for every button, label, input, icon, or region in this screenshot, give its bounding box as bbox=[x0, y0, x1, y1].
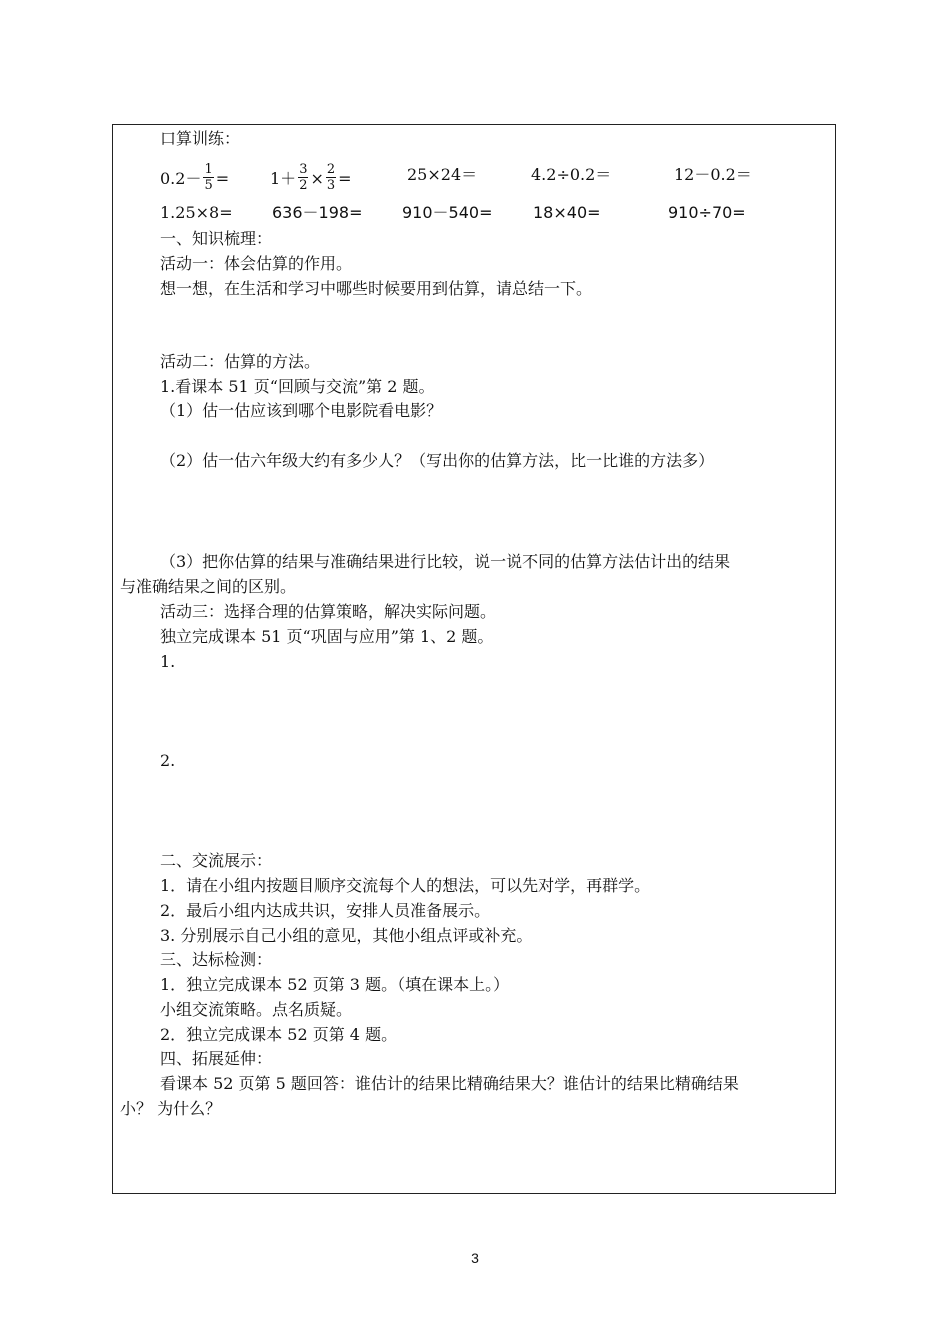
activity-2-question-3a: （3）把你估算的结果与准确结果进行比较，说一说不同的估算方法估计出的结果 bbox=[160, 552, 731, 571]
oral-item-2-prefix: 1＋ bbox=[270, 169, 297, 188]
oral-item-1 bbox=[160, 164, 229, 195]
oral-item-3: 25×24＝ bbox=[407, 165, 478, 184]
fraction-denominator: 3 bbox=[326, 178, 336, 193]
fraction bbox=[203, 162, 213, 193]
equals-sign: = bbox=[215, 169, 230, 188]
section-3-title: 三、达标检测： bbox=[160, 950, 273, 969]
oral-item-9: 18×40= bbox=[533, 203, 601, 222]
section-2-item-3: 3. 分别展示自己小组的意见，其他小组点评或补充。 bbox=[160, 926, 533, 945]
fraction bbox=[298, 162, 308, 193]
activity-3: 活动三：选择合理的估算策略，解决实际问题。 bbox=[160, 602, 497, 621]
activity-3-number-1: 1. bbox=[160, 652, 176, 671]
section-4-question-b: 小？ 为什么？ bbox=[120, 1099, 222, 1118]
page-number: 3 bbox=[471, 1250, 479, 1266]
activity-2-item-1: 1.看课本 51 页“回顾与交流”第 2 题。 bbox=[160, 377, 435, 396]
section-3-item-1-note: 小组交流策略。点名质疑。 bbox=[160, 1000, 353, 1019]
fraction-denominator: 2 bbox=[299, 178, 308, 193]
activity-2-question-3b: 与准确结果之间的区别。 bbox=[120, 577, 297, 596]
oral-item-10: 910÷70= bbox=[668, 203, 746, 222]
oral-item-4: 4.2÷0.2＝ bbox=[531, 165, 612, 184]
activity-2-question-1: （1）估一估应该到哪个电影院看电影？ bbox=[160, 401, 443, 420]
section-2-title: 二、交流展示： bbox=[160, 851, 273, 870]
activity-3-number-2: 2. bbox=[160, 751, 176, 770]
fraction-numerator: 3 bbox=[299, 162, 308, 177]
activity-2-question-2: （2）估一估六年级大约有多少人？（写出你的估算方法，比一比谁的方法多） bbox=[160, 451, 715, 470]
fraction bbox=[326, 162, 336, 193]
equals-sign: = bbox=[338, 169, 352, 188]
activity-3-task: 独立完成课本 51 页“巩固与应用”第 1、2 题。 bbox=[160, 627, 494, 646]
fraction-denominator: 5 bbox=[204, 178, 213, 193]
oral-item-1-prefix: 0.2－ bbox=[160, 169, 202, 188]
times-sign: × bbox=[310, 169, 324, 188]
section-2-item-2: 2．最后小组内达成共识，安排人员准备展示。 bbox=[160, 901, 491, 920]
oral-item-8: 910－540= bbox=[402, 203, 493, 222]
section-3-item-1: 1．独立完成课本 52 页第 3 题。（填在课本上。） bbox=[160, 975, 510, 994]
section-2-item-1: 1．请在小组内按题目顺序交流每个人的想法，可以先对学，再群学。 bbox=[160, 876, 651, 895]
activity-2: 活动二：估算的方法。 bbox=[160, 352, 321, 371]
oral-heading: 口算训练： bbox=[160, 129, 241, 148]
oral-item-5: 12－0.2＝ bbox=[674, 165, 752, 184]
oral-item-6: 1.25×8= bbox=[160, 203, 233, 222]
oral-item-2 bbox=[270, 164, 352, 195]
section-4-title: 四、拓展延伸： bbox=[160, 1049, 273, 1068]
activity-1-question: 想一想，在生活和学习中哪些时候要用到估算，请总结一下。 bbox=[160, 279, 593, 298]
fraction-numerator: 2 bbox=[326, 162, 336, 177]
section-3-item-2: 2．独立完成课本 52 页第 4 题。 bbox=[160, 1025, 398, 1044]
section-1-title: 一、知识梳理： bbox=[160, 229, 273, 248]
activity-1: 活动一：体会估算的作用。 bbox=[160, 254, 353, 273]
oral-item-7: 636－198= bbox=[272, 203, 363, 222]
fraction-numerator: 1 bbox=[204, 162, 213, 177]
section-4-question-a: 看课本 52 页第 5 题回答：谁估计的结果比精确结果大？谁估计的结果比精确结果 bbox=[160, 1074, 739, 1093]
